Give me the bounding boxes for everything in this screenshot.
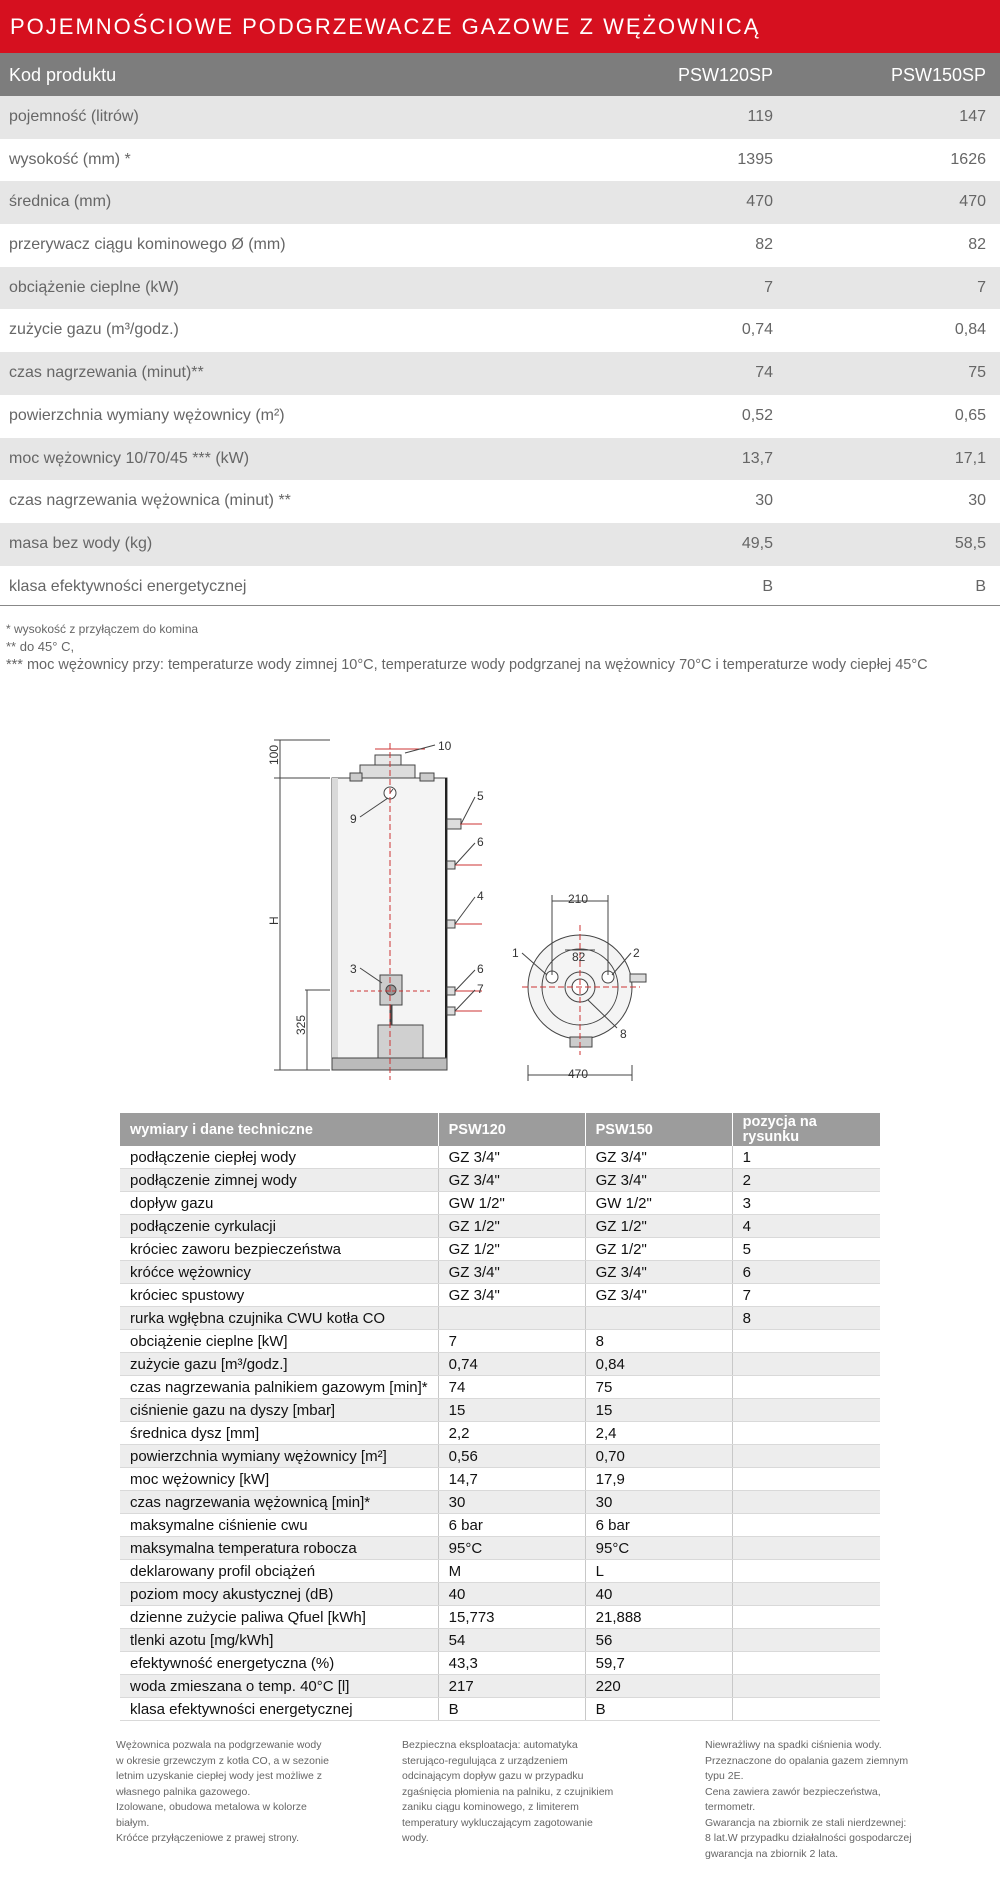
param-name: moc wężownicy [kW] <box>120 1468 438 1491</box>
value-psw120: 217 <box>438 1675 585 1698</box>
header-cell: pozycja na rysunku <box>732 1113 880 1146</box>
table-row <box>120 1307 880 1330</box>
value-psw150 <box>585 1307 732 1330</box>
row-label: czas nagrzewania wężownica (minut) ** <box>9 492 291 510</box>
table-row <box>120 1215 880 1238</box>
value-psw120: GZ 1/2" <box>438 1215 585 1238</box>
row-value-psw150sp: 7 <box>977 278 986 296</box>
row-value-psw150sp: B <box>975 577 986 595</box>
footer-line: termometr. <box>705 1801 756 1813</box>
label-6: 6 <box>477 835 484 849</box>
row-label: średnica (mm) <box>9 193 112 211</box>
row-value-psw150sp: 75 <box>968 364 986 382</box>
param-name: maksymalna temperatura robocza <box>120 1537 438 1560</box>
drawing-position: 2 <box>732 1169 880 1192</box>
table-row <box>120 1146 880 1169</box>
value-psw120: M <box>438 1560 585 1583</box>
value-psw150: GZ 1/2" <box>585 1238 732 1261</box>
table-row <box>120 1399 880 1422</box>
param-name: podłączenie zimnej wody <box>120 1169 438 1192</box>
footer-line: w okresie grzewczym z kotła CO, a w sezonie <box>116 1754 329 1767</box>
value-psw150: 40 <box>585 1583 732 1606</box>
drawing-position <box>732 1353 880 1376</box>
param-name: rurka wgłębna czujnika CWU kotła CO <box>120 1307 438 1330</box>
footer-line: odcinającym dopływ gazu w przypadku <box>402 1770 584 1782</box>
row-value-psw120sp: 0,74 <box>741 321 773 339</box>
value-psw150: 2,4 <box>585 1422 732 1445</box>
footer-line: typu 2E. <box>705 1770 744 1782</box>
param-name: poziom mocy akustycznej (dB) <box>120 1583 438 1606</box>
drawing-position <box>732 1491 880 1514</box>
table-row <box>0 523 1000 566</box>
table-row <box>120 1284 880 1307</box>
value-psw150: GZ 3/4" <box>585 1146 732 1169</box>
value-psw150: GZ 3/4" <box>585 1261 732 1284</box>
value-psw120 <box>438 1307 585 1330</box>
param-name: króćce wężownicy <box>120 1261 438 1284</box>
row-value-psw150sp: 17,1 <box>954 449 986 467</box>
label-210: 210 <box>568 892 589 906</box>
table-row <box>120 1675 880 1698</box>
label-82: 82 <box>572 950 586 964</box>
footer-line: wody. <box>402 1832 429 1844</box>
value-psw120: 54 <box>438 1629 585 1652</box>
table-row <box>120 1652 880 1675</box>
param-name: dzienne zużycie paliwa Qfuel [kWh] <box>120 1606 438 1629</box>
label-H: H <box>267 916 281 925</box>
table-row <box>0 96 1000 139</box>
row-label: powierzchnia wymiany wężownicy (m²) <box>9 406 285 424</box>
table-row <box>120 1698 880 1721</box>
label-5: 5 <box>477 789 484 803</box>
value-psw120: GZ 3/4" <box>438 1284 585 1307</box>
row-value-psw120sp: 13,7 <box>741 449 773 467</box>
value-psw150: 8 <box>585 1330 732 1353</box>
table-row <box>120 1376 880 1399</box>
table-row <box>120 1606 880 1629</box>
heater-top-view <box>522 895 646 1081</box>
header-cell: PSW150 <box>585 1113 732 1146</box>
footer-line: Izolowane, obudowa metalowa w kolorze <box>116 1801 307 1813</box>
table-header-row <box>120 1113 880 1146</box>
header-col1: PSW120SP <box>677 65 773 85</box>
drawing-position: 4 <box>732 1215 880 1238</box>
table-row <box>120 1445 880 1468</box>
param-name: deklarowany profil obciążeń <box>120 1560 438 1583</box>
row-label: obciążenie cieplne (kW) <box>9 278 179 296</box>
table-row <box>0 395 1000 438</box>
value-psw120: 2,2 <box>438 1422 585 1445</box>
table-body <box>0 96 1000 608</box>
row-value-psw120sp: 7 <box>764 278 773 296</box>
drawing-position <box>732 1537 880 1560</box>
drawing-position <box>732 1675 880 1698</box>
label-100: 100 <box>267 744 281 765</box>
value-psw120: GZ 3/4" <box>438 1261 585 1284</box>
table-row <box>120 1560 880 1583</box>
table-row <box>0 309 1000 352</box>
footer-line: białym. <box>116 1816 150 1829</box>
value-psw120: 43,3 <box>438 1652 585 1675</box>
technical-data-table <box>120 1113 880 1721</box>
row-value-psw150sp: 470 <box>959 193 986 211</box>
label-3: 3 <box>350 962 357 976</box>
drawing-position <box>732 1606 880 1629</box>
row-value-psw150sp: 0,65 <box>954 406 986 424</box>
value-psw120: 74 <box>438 1376 585 1399</box>
table-row <box>120 1468 880 1491</box>
value-psw150: 30 <box>585 1491 732 1514</box>
value-psw120: GZ 1/2" <box>438 1238 585 1261</box>
table-row <box>120 1491 880 1514</box>
header-col2: PSW150SP <box>890 65 986 85</box>
row-value-psw120sp: 0,52 <box>741 406 773 424</box>
footer-line: sterująco-regulująca z urządzeniem <box>402 1754 568 1767</box>
table-body <box>120 1146 880 1721</box>
value-psw150: 59,7 <box>585 1652 732 1675</box>
row-label: moc wężownicy 10/70/45 *** (kW) <box>9 449 250 467</box>
row-value-psw150sp: 58,5 <box>954 534 986 552</box>
footer-col-3 <box>705 1738 912 1862</box>
label-1: 1 <box>512 946 519 960</box>
row-value-psw150sp: 147 <box>959 108 986 125</box>
param-name: maksymalne ciśnienie cwu <box>120 1514 438 1537</box>
label-8: 8 <box>620 1027 627 1041</box>
drawing-position <box>732 1422 880 1445</box>
value-psw150: 15 <box>585 1399 732 1422</box>
value-psw120: 6 bar <box>438 1514 585 1537</box>
label-470: 470 <box>568 1067 589 1081</box>
header-cell: wymiary i dane techniczne <box>120 1113 438 1146</box>
param-name: efektywność energetyczna (%) <box>120 1652 438 1675</box>
header-bar <box>0 0 1000 53</box>
param-name: średnica dysz [mm] <box>120 1422 438 1445</box>
table-row <box>120 1261 880 1284</box>
drawing-position <box>732 1652 880 1675</box>
value-psw120: GZ 3/4" <box>438 1169 585 1192</box>
value-psw150: 0,70 <box>585 1445 732 1468</box>
table-row <box>0 267 1000 310</box>
drawing-position <box>732 1698 880 1721</box>
table-divider <box>0 605 1000 606</box>
value-psw150: 21,888 <box>585 1606 732 1629</box>
param-name: zużycie gazu [m³/godz.] <box>120 1353 438 1376</box>
value-psw150: GZ 1/2" <box>585 1215 732 1238</box>
param-name: tlenki azotu [mg/kWh] <box>120 1629 438 1652</box>
value-psw120: 15,773 <box>438 1606 585 1629</box>
value-psw120: B <box>438 1698 585 1721</box>
table-row <box>0 224 1000 267</box>
table-row <box>120 1583 880 1606</box>
drawing-position <box>732 1468 880 1491</box>
table-row <box>120 1422 880 1445</box>
table-row <box>120 1330 880 1353</box>
footer-line: temperatury wykluczającym zagotowanie <box>402 1816 593 1829</box>
table-row <box>120 1537 880 1560</box>
row-value-psw150sp: 82 <box>968 236 986 254</box>
footnote: ** do 45° C, <box>6 639 75 654</box>
value-psw150: GZ 3/4" <box>585 1284 732 1307</box>
footer-line: Niewrażliwy na spadki ciśnienia wody. <box>705 1739 882 1751</box>
param-name: króciec spustowy <box>120 1284 438 1307</box>
row-label: wysokość (mm) * <box>9 150 131 168</box>
table-row <box>120 1514 880 1537</box>
footer-line: zgaśnięcia płomienia na palniku, z czujnikiem <box>402 1785 614 1798</box>
value-psw150: GW 1/2" <box>585 1192 732 1215</box>
footer-line: Króćce przyłączeniowe z prawej strony. <box>116 1832 300 1844</box>
value-psw150: 56 <box>585 1629 732 1652</box>
row-value-psw150sp: 0,84 <box>954 321 986 339</box>
row-value-psw120sp: 30 <box>755 492 773 510</box>
drawing-position: 1 <box>732 1146 880 1169</box>
drawing-position: 8 <box>732 1307 880 1330</box>
row-value-psw120sp: 1395 <box>737 150 773 168</box>
page-title: POJEMNOŚCIOWE PODGRZEWACZE GAZOWE Z WĘŻOWNICĄ <box>10 14 761 39</box>
value-psw120: 15 <box>438 1399 585 1422</box>
drawing-position <box>732 1560 880 1583</box>
value-psw120: 7 <box>438 1330 585 1353</box>
param-name: powierzchnia wymiany wężownicy [m²] <box>120 1445 438 1468</box>
value-psw120: 0,74 <box>438 1353 585 1376</box>
value-psw150: 6 bar <box>585 1514 732 1537</box>
drawing-position <box>732 1399 880 1422</box>
param-name: podłączenie cyrkulacji <box>120 1215 438 1238</box>
footer-line: Gwarancja na zbiornik ze stali nierdzewnej: <box>705 1816 907 1829</box>
label-325: 325 <box>294 1014 308 1035</box>
footer-line: Bezpieczna eksploatacja: automatyka <box>402 1739 578 1751</box>
label-7: 7 <box>477 982 484 996</box>
footer-line: własnego palnika gazowego. <box>116 1785 251 1798</box>
param-name: woda zmieszana o temp. 40°C [l] <box>120 1675 438 1698</box>
table-row <box>0 480 1000 523</box>
table-row <box>0 438 1000 481</box>
value-psw120: 0,56 <box>438 1445 585 1468</box>
row-label: pojemność (litrów) <box>9 108 139 125</box>
drawing-position <box>732 1514 880 1537</box>
footer-col-2 <box>402 1738 613 1847</box>
row-value-psw150sp: 1626 <box>950 150 986 168</box>
row-value-psw120sp: 119 <box>747 108 773 125</box>
value-psw120: 14,7 <box>438 1468 585 1491</box>
value-psw150: B <box>585 1698 732 1721</box>
footer-line: gwarancja na zbiornik 2 lata. <box>705 1847 839 1860</box>
value-psw120: 40 <box>438 1583 585 1606</box>
value-psw120: 30 <box>438 1491 585 1514</box>
value-psw120: GW 1/2" <box>438 1192 585 1215</box>
drawing-position: 6 <box>732 1261 880 1284</box>
param-name: czas nagrzewania palnikiem gazowym [min]* <box>120 1376 438 1399</box>
table-row <box>0 181 1000 224</box>
value-psw150: L <box>585 1560 732 1583</box>
row-label: zużycie gazu (m³/godz.) <box>9 321 179 339</box>
label-6b: 6 <box>477 962 484 976</box>
footnote: *** moc wężownicy przy: temperaturze wody zimnej 10°C, temperaturze wody podgrzanej na wężownicy 70°C i temperaturze wody ciepłej 45°C <box>6 657 928 673</box>
row-label: przerywacz ciągu kominowego Ø (mm) <box>9 236 286 254</box>
label-9: 9 <box>350 812 357 826</box>
footer-line: 8 lat.W przypadku działalności gospodarczej <box>705 1832 912 1844</box>
drawing-position: 5 <box>732 1238 880 1261</box>
value-psw150: 0,84 <box>585 1353 732 1376</box>
footnote: * wysokość z przyłączem do komina <box>6 622 199 636</box>
value-psw120: GZ 3/4" <box>438 1146 585 1169</box>
drawing-position: 3 <box>732 1192 880 1215</box>
param-name: czas nagrzewania wężownicą [min]* <box>120 1491 438 1514</box>
table-row <box>0 139 1000 182</box>
technical-drawing <box>260 725 730 1085</box>
param-name: podłączenie ciepłej wody <box>120 1146 438 1169</box>
footer-line: letnim uzyskanie ciepłej wody jest możliwe z <box>116 1770 322 1782</box>
value-psw150: 17,9 <box>585 1468 732 1491</box>
label-4: 4 <box>477 889 484 903</box>
label-2: 2 <box>633 946 640 960</box>
drawing-position <box>732 1445 880 1468</box>
row-value-psw120sp: B <box>762 577 773 595</box>
footer-line: Cena zawiera zawór bezpieczeństwa, <box>705 1785 881 1798</box>
value-psw150: 220 <box>585 1675 732 1698</box>
value-psw120: 95°C <box>438 1537 585 1560</box>
drawing-position <box>732 1629 880 1652</box>
row-value-psw150sp: 30 <box>968 492 986 510</box>
param-name: ciśnienie gazu na dyszy [mbar] <box>120 1399 438 1422</box>
table-row <box>0 352 1000 395</box>
footnotes <box>6 620 928 674</box>
row-label: klasa efektywności energetycznej <box>9 577 247 595</box>
param-name: dopływ gazu <box>120 1192 438 1215</box>
footer-col-1 <box>116 1738 329 1847</box>
table-header <box>0 53 1000 96</box>
table-row <box>0 566 1000 609</box>
product-summary-table <box>0 53 1000 608</box>
row-value-psw120sp: 49,5 <box>741 534 773 552</box>
table-row <box>120 1629 880 1652</box>
drawing-position: 7 <box>732 1284 880 1307</box>
label-10: 10 <box>438 739 452 753</box>
drawing-position <box>732 1330 880 1353</box>
footer-line: Przeznaczone do opalania gazem ziemnym <box>705 1754 909 1767</box>
table-row <box>120 1169 880 1192</box>
footer-line: zaniku ciągu kominowego, z limiterem <box>402 1801 579 1813</box>
table-row <box>120 1192 880 1215</box>
header-cell: PSW120 <box>438 1113 585 1146</box>
header-label: Kod produktu <box>9 65 117 85</box>
param-name: obciążenie cieplne [kW] <box>120 1330 438 1353</box>
table-row <box>120 1353 880 1376</box>
row-label: czas nagrzewania (minut)** <box>9 364 204 382</box>
table-row <box>120 1238 880 1261</box>
footer-line: Wężownica pozwala na podgrzewanie wody <box>116 1739 322 1751</box>
row-value-psw120sp: 470 <box>746 193 773 211</box>
param-name: klasa efektywności energetycznej <box>120 1698 438 1721</box>
value-psw150: 75 <box>585 1376 732 1399</box>
row-value-psw120sp: 74 <box>755 364 773 382</box>
drawing-position <box>732 1583 880 1606</box>
row-label: masa bez wody (kg) <box>9 534 153 552</box>
row-value-psw120sp: 82 <box>755 236 773 254</box>
value-psw150: 95°C <box>585 1537 732 1560</box>
value-psw150: GZ 3/4" <box>585 1169 732 1192</box>
drawing-position <box>732 1376 880 1399</box>
param-name: króciec zaworu bezpieczeństwa <box>120 1238 438 1261</box>
